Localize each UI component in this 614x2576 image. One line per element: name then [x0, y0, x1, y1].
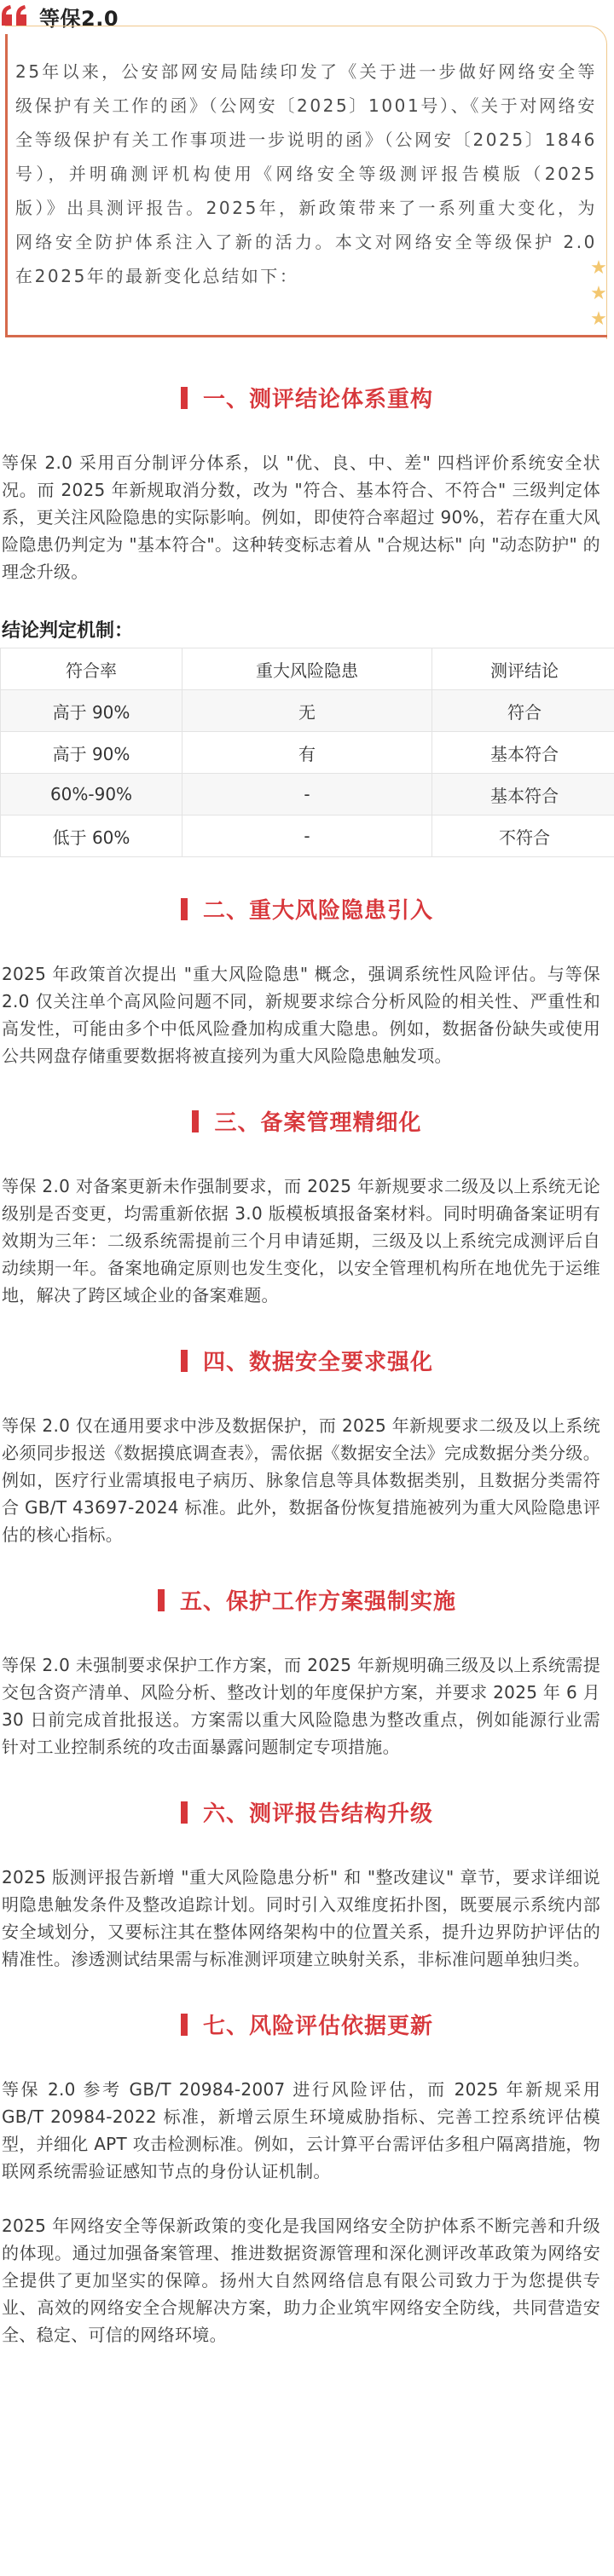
section-heading	[0, 1796, 614, 1828]
table-cell: 高于 90%	[1, 690, 182, 732]
section-title: 六、测评报告结构升级	[202, 1801, 433, 1827]
section-heading	[0, 1345, 614, 1376]
heading-bar	[181, 1350, 188, 1372]
section-title: 五、保护工作方案强制实施	[179, 1589, 456, 1615]
table-cell: 无	[182, 690, 432, 732]
star-decoration	[587, 256, 611, 332]
section-body: 等保 2.0 仅在通用要求中涉及数据保护，而 2025 年新规要求二级及以上系统必须同步报送《数据摸底调查表》，需依据《数据安全法》完成数据分类分级。例如，医疗行业需填报电子病历、脉象信息等具体数据类别，且数据分类需符合 GB/T 43697-2024 标准。此外，数据备份恢复措施被列为重大风险隐患评估的核心指标。	[2, 1415, 600, 1545]
star-icon: ★	[590, 283, 607, 304]
section-title: 一、测评结论体系重构	[202, 387, 433, 412]
table-cell: -	[182, 815, 432, 857]
table-cell: 有	[182, 732, 432, 774]
conclusion-text: 2025 年网络安全等保新政策的变化是我国网络安全防护体系不断完善和升级的体现。通过加强备案管理、推进数据资源管理和深化测评改革政策为网络安全提供了更加坚实的保障。扬州大自然网络信息有限公司致力于为您提供专业、高效的网络安全合规解决方案，助力企业筑牢网络安全防线，共同营造安全、稳定、可信的网络环境。	[2, 2216, 600, 2345]
section-title: 四、数据安全要求强化	[202, 1350, 433, 1375]
quote-mark-icon	[0, 5, 29, 27]
intro-text: 25年以来，公安部网安局陆续印发了《关于进一步做好网络安全等级保护有关工作的函》（公网安〔2025〕1001号）、《关于对网络安全等级保护有关工作事项进一步说明的函》（公网安〔2025〕1846号），并明确测评机构使用《网络安全等级测评报告模版（2025版）》出具测评报告。2025年，新政策带来了一系列重大变化，为网络安全防护体系注入了新的活力。本文对网络安全等级保护 2.0 在2025年的最新变化总结如下：	[15, 61, 597, 286]
heading-bar	[181, 1801, 188, 1824]
section-title: 二、重大风险隐患引入	[202, 898, 433, 924]
star-icon: ★	[590, 257, 607, 279]
heading-bar	[181, 387, 188, 409]
section-title: 三、备案管理精细化	[214, 1110, 422, 1136]
section-body: 等保 2.0 采用百分制评分体系，以 "优、良、中、差" 四档评价系统安全状况。而 2025 年新规取消分数，改为 "符合、基本符合、不符合" 三级判定体系，更关注风险隐患的实际影响。例如，即使符合率超过 90%，若存在重大风险隐患仍判定为 "基本符合"。这种转变标志着从 "合规达标" 向 "动态防护" 的理念升级。	[2, 452, 600, 582]
table-cell: 60%-90%	[1, 774, 182, 815]
table-cell: 高于 90%	[1, 732, 182, 774]
table-label: 结论判定机制：	[2, 620, 134, 642]
table-row	[1, 690, 614, 732]
table-cell: 不符合	[432, 815, 614, 857]
table-row	[1, 815, 614, 857]
table-cell: 基本符合	[432, 732, 614, 774]
table-cell: -	[182, 774, 432, 815]
table-row	[1, 732, 614, 774]
section-heading	[0, 893, 614, 925]
table-row	[1, 774, 614, 815]
section-heading	[0, 382, 614, 413]
heading-bar	[181, 898, 188, 920]
intro-card	[0, 0, 614, 346]
table-header-cell: 重大风险隐患	[182, 648, 432, 690]
section-heading	[0, 1584, 614, 1616]
table-cell: 符合	[432, 690, 614, 732]
section-body: 等保 2.0 未强制要求保护工作方案，而 2025 年新规明确三级及以上系统需提交包含资产清单、风险分析、整改计划的年度保护方案，并要求 2025 年 6 月 30 日前完成首批报送。方案需以重大风险隐患为整改重点，例如能源行业需针对工业控制系统的攻击面暴露问题制定专项措施。	[2, 1655, 600, 1757]
section-body: 等保 2.0 参考 GB/T 20984-2007 进行风险评估，而 2025 年新规采用 GB/T 20984-2022 标准，新增云原生环境威胁指标、完善工控系统评估模型，并细化 APT 攻击检测标准。例如，云计算平台需评估多租户隔离措施，物联网系统需验证感知节点的身份认证机制。	[2, 2079, 600, 2181]
table-header-cell: 符合率	[1, 648, 182, 690]
table-header-row	[1, 648, 614, 690]
conclusion-table	[0, 648, 614, 857]
table-cell: 低于 60%	[1, 815, 182, 857]
heading-bar	[181, 2014, 188, 2036]
table-cell: 基本符合	[432, 774, 614, 815]
section-heading	[0, 1105, 614, 1137]
heading-bar	[192, 1110, 199, 1132]
section-body: 2025 版测评报告新增 "重大风险隐患分析" 和 "整改建议" 章节，要求详细说明隐患触发条件及整改追踪计划。同时引入双维度拓扑图，既要展示系统内部安全域划分，又要标注其在整体网络架构中的位置关系，提升边界防护评估的精准性。渗透测试结果需与标准测评项建立映射关系，非标准问题单独归类。	[2, 1867, 600, 1969]
section-heading	[0, 2008, 614, 2040]
section-title: 七、风险评估依据更新	[202, 2014, 433, 2039]
section-body: 2025 年政策首次提出 "重大风险隐患" 概念，强调系统性风险评估。与等保 2.0 仅关注单个高风险问题不同，新规要求综合分析风险的相关性、严重性和高发性，可能由多个中低风险叠加构成重大隐患。例如，数据备份缺失或使用公共网盘存储重要数据将被直接列为重大风险隐患触发项。	[2, 964, 600, 1066]
table-header-cell: 测评结论	[432, 648, 614, 690]
heading-bar	[158, 1589, 165, 1611]
star-icon: ★	[590, 308, 607, 330]
intro-title: 等保2.0	[39, 7, 119, 31]
section-body: 等保 2.0 对备案更新未作强制要求，而 2025 年新规要求二级及以上系统无论级别是否变更，均需重新依据 3.0 版模板填报备案材料。同时明确备案证明有效期为三年：二级系统需提前三个月申请延期，三级及以上系统完成测评后自动续期一年。备案地确定原则也发生变化，以安全管理机构所在地优先于运维地，解决了跨区域企业的备案难题。	[2, 1176, 600, 1305]
